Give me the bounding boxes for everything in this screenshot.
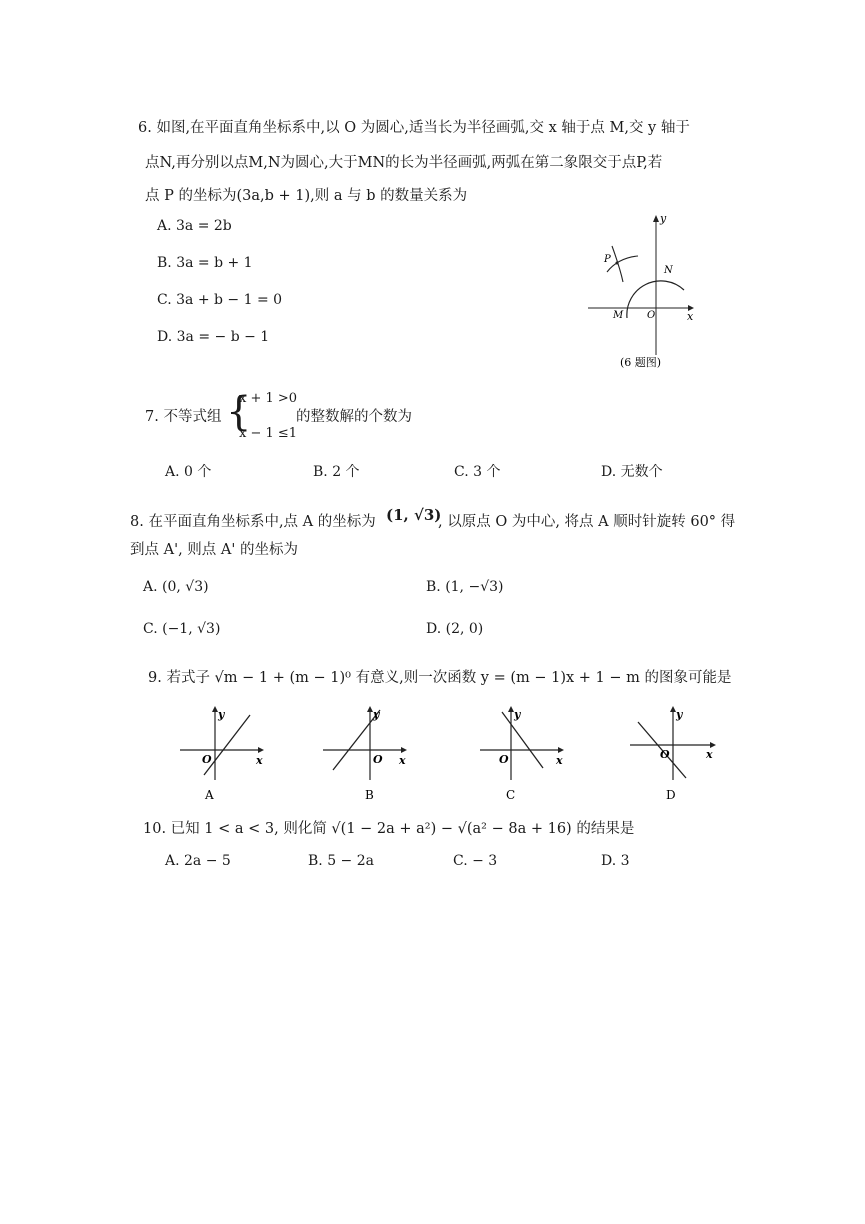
q9-graph-d — [630, 706, 716, 802]
q9-d-label: D — [666, 788, 676, 802]
q8-option-b: B. (1, −√3) — [426, 579, 504, 595]
q9-graph-b — [323, 706, 407, 802]
q9-c-label: C — [506, 788, 516, 802]
q6-fig-m-label: M — [613, 310, 624, 321]
q10-option-a: A. 2a − 5 — [165, 853, 231, 869]
q7-option-c: C. 3 个 — [454, 464, 501, 480]
q10-option-c: C. − 3 — [453, 853, 498, 869]
q7-suffix: 的整数解的个数为 — [296, 409, 412, 425]
q6-fig-n-label: N — [664, 265, 673, 276]
q6-line2: 点N,再分别以点M,N为圆心,大于MN的长为半径画弧,两弧在第二象限交于点P,若 — [145, 155, 663, 171]
q9-d-y-label: y — [676, 708, 683, 721]
q7-inequality-1: x + 1 >0 — [239, 391, 298, 406]
q9-c-y-label: y — [514, 708, 521, 721]
q9-b-x-label: x — [399, 754, 406, 767]
q10-option-d: D. 3 — [601, 853, 630, 869]
q8-option-d: D. (2, 0) — [426, 621, 484, 637]
q6-option-b: B. 3a = b + 1 — [157, 255, 253, 271]
q9-a-origin: O — [202, 753, 212, 766]
q9-b-label: B — [365, 788, 374, 802]
q9-a-y-label: y — [218, 708, 225, 721]
q8-line1a: 8. 在平面直角坐标系中,点 A 的坐标为 — [130, 514, 376, 530]
q6-figure — [580, 210, 710, 380]
q9-graphs — [170, 700, 730, 810]
q7-inequality-2: x − 1 ≤1 — [239, 426, 298, 441]
q8-option-a: A. (0, √3) — [143, 579, 209, 595]
q6-line1: 6. 如图,在平面直角坐标系中,以 O 为圆心,适当长为半径画弧,交 x 轴于点 M,交 y 轴于 — [138, 120, 690, 136]
q9-text: 9. 若式子 √m − 1 + (m − 1)⁰ 有意义,则一次函数 y = (m − 1)x + 1 − m 的图象可能是 — [148, 670, 732, 686]
q9-a-label: A — [205, 788, 214, 802]
q10-option-b: B. 5 − 2a — [308, 853, 374, 869]
q6-option-c: C. 3a + b − 1 = 0 — [157, 292, 283, 308]
q9-b-origin: O — [373, 753, 383, 766]
q9-a-x-label: x — [256, 754, 263, 767]
q9-d-origin: O — [660, 748, 670, 761]
q7-option-d: D. 无数个 — [601, 464, 663, 480]
q7-prefix: 7. 不等式组 — [145, 409, 222, 425]
q9-graph-c — [480, 706, 564, 802]
q9-b-y-label: y — [373, 708, 380, 721]
q6-fig-y-label: y — [660, 212, 667, 225]
q8-coordinate: (1, √3) — [386, 506, 442, 524]
q6-option-a: A. 3a = 2b — [157, 218, 232, 234]
q6-option-d: D. 3a = − b − 1 — [157, 329, 270, 345]
q9-graph-a — [180, 706, 264, 802]
q6-fig-caption: (6 题图) — [620, 356, 662, 369]
q8-line1b: , 以原点 O 为中心, 将点 A 顺时针旋转 60° 得 — [438, 514, 736, 530]
q6-fig-x-label: x — [687, 310, 694, 323]
q9-c-x-label: x — [556, 754, 563, 767]
q8-line2: 到点 A', 则点 A' 的坐标为 — [130, 542, 298, 558]
q8-option-c: C. (−1, √3) — [143, 621, 221, 637]
q6-fig-origin-label: O — [647, 310, 656, 321]
q6-line3: 点 P 的坐标为(3a,b + 1),则 a 与 b 的数量关系为 — [145, 188, 468, 204]
q7-option-a: A. 0 个 — [165, 464, 212, 480]
q9-d-x-label: x — [706, 748, 713, 761]
q6-fig-p-label: P — [604, 254, 611, 265]
q10-text: 10. 已知 1 < a < 3, 则化简 √(1 − 2a + a²) − √(a² − 8a + 16) 的结果是 — [143, 821, 635, 837]
q7-option-b: B. 2 个 — [313, 464, 360, 480]
q7-brace: { — [226, 389, 252, 435]
q9-c-origin: O — [499, 753, 509, 766]
